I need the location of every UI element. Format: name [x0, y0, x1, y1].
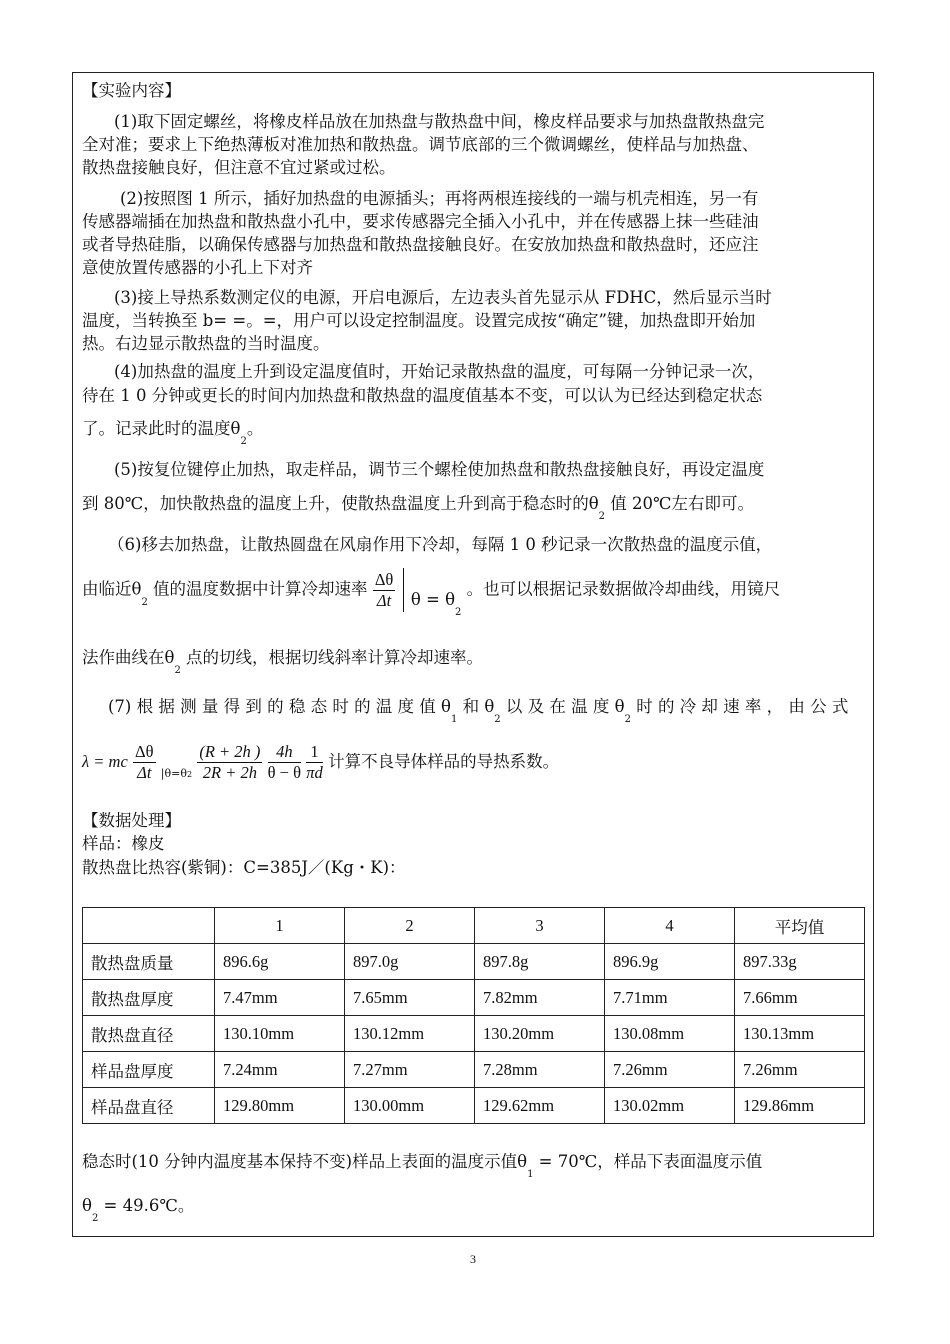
table-row [83, 980, 865, 1016]
step4-line3: 了。记录此时的温度$\theta_2$。 [82, 419, 264, 447]
table-cell: 130.10mm [215, 1016, 345, 1052]
table-cell: 897.33g [735, 944, 865, 980]
table-cell: 130.12mm [345, 1016, 475, 1052]
table-cell: 样品盘直径 [83, 1088, 215, 1124]
table-row [83, 1052, 865, 1088]
step7-line1: (7) 根 据 测 量 得 到 的 稳 态 时 的 温 度 值 $\theta_1$ 和 $\theta_2$ 以 及 在 温 度 $\theta_2$ 时 的 冷 却 速 率 ， 由 公 式 [108, 697, 849, 725]
step2-line1: (2)按照图 1 所示，插好加热盘的电源插头；再将两根连接线的一端与机壳相连，另一有 [120, 189, 759, 208]
table-cell: 7.71mm [605, 980, 735, 1016]
table-cell: 130.08mm [605, 1016, 735, 1052]
table-cell: 130.20mm [475, 1016, 605, 1052]
table-cell: 896.9g [605, 944, 735, 980]
table-cell: 130.00mm [345, 1088, 475, 1124]
step3-line2: 温度，当转换至 b= =。=，用户可以设定控制温度。设置完成按“确定”键，加热盘即开始加 [82, 311, 756, 330]
measurement-table [82, 907, 865, 1124]
cooling-rate-fraction: $\frac{\Delta\theta}{\Delta t}$ [374, 569, 394, 610]
step1-line3: 散热盘接触良好，但注意不宜过紧或过松。 [82, 158, 396, 177]
table-row [83, 1088, 865, 1124]
conductivity-formula: λ = mc $\frac{\Delta\theta}{\Delta t}$ $_{|\theta=\theta 2}$ $\frac{(R + 2h )}{2R + 2h}$ $\frac{4h}{\theta - \theta}$ $\frac{1}{\pi d}$ 计算不良导体样品的导热系数。 [82, 742, 560, 782]
table-header-cell: 1 [215, 908, 345, 944]
step5-line2: 到 80℃，加快散热盘的温度上升，使散热盘温度上升到高于稳态时的$\theta_2$ 值 20℃左右即可。 [82, 494, 754, 522]
step1-line1: (1)取下固定螺丝，将橡皮样品放在加热盘与散热盘中间，橡皮样品要求与加热盘散热盘完 [114, 112, 765, 131]
table-row [83, 944, 865, 980]
step3-line1: (3)接上导热系数测定仪的电源，开启电源后，左边表头首先显示从 FDHC，然后显示当时 [114, 288, 772, 307]
evaluation-bar [403, 568, 404, 612]
sample-label: 样品：橡皮 [82, 834, 165, 853]
table-header-cell: 4 [605, 908, 735, 944]
table-row [83, 1016, 865, 1052]
step6-line3: 法作曲线在$\theta_2$ 点的切线，根据切线斜率计算冷却速率。 [82, 648, 484, 676]
result-line1: 稳态时(10 分钟内温度基本保持不变)样品上表面的温度示值$\theta_1$ = 70℃，样品下表面温度示值 [82, 1152, 763, 1180]
table-header-cell: 平均值 [735, 908, 865, 944]
section-title-content: 【实验内容】 [82, 81, 181, 100]
table-cell: 129.62mm [475, 1088, 605, 1124]
table-cell: 7.47mm [215, 980, 345, 1016]
step2-line2: 传感器端插在加热盘和散热盘小孔中，要求传感器完全插入小孔中，并在传感器上抹一些硅油 [82, 212, 759, 231]
table-header-cell: 3 [475, 908, 605, 944]
table-cell: 130.13mm [735, 1016, 865, 1052]
table-cell: 样品盘厚度 [83, 1052, 215, 1088]
step4-line2: 待在 1 0 分钟或更长的时间内加热盘和散热盘的温度值基本不变，可以认为已经达到稳定状态 [82, 386, 763, 405]
step3-line3: 热。右边显示散热盘的当时温度。 [82, 334, 330, 353]
table-cell: 7.28mm [475, 1052, 605, 1088]
table-cell: 7.26mm [605, 1052, 735, 1088]
table-cell: 897.0g [345, 944, 475, 980]
table-header-cell: 2 [345, 908, 475, 944]
section-title-data: 【数据处理】 [82, 811, 181, 830]
table-header-cell [83, 908, 215, 944]
table-cell: 896.6g [215, 944, 345, 980]
table-cell: 7.65mm [345, 980, 475, 1016]
step6-line1: （6)移去加热盘，让散热圆盘在风扇作用下冷却，每隔 1 0 秒记录一次散热盘的温度示值， [108, 535, 773, 554]
step6-line2: 由临近$\theta_2$ 值的温度数据中计算冷却速率 $\frac{\Delta\theta}{\Delta t}$ $\theta = \theta_2$ 。也可以根据记录数据做冷却曲线，用镜尺 [82, 569, 781, 618]
table-cell: 7.66mm [735, 980, 865, 1016]
step4-line1: (4)加热盘的温度上升到设定温度值时，开始记录散热盘的温度，可每隔一分钟记录一次， [114, 362, 765, 381]
result-line2: $\theta_2$ = 49.6℃。 [82, 1196, 195, 1224]
step2-line4: 意使放置传感器的小孔上下对齐 [82, 258, 313, 277]
table-cell: 7.24mm [215, 1052, 345, 1088]
table-cell: 7.27mm [345, 1052, 475, 1088]
table-cell: 897.8g [475, 944, 605, 980]
step5-line1: (5)按复位键停止加热，取走样品，调节三个螺栓使加热盘和散热盘接触良好，再设定温度 [114, 460, 765, 479]
table-cell: 7.26mm [735, 1052, 865, 1088]
table-cell: 129.80mm [215, 1088, 345, 1124]
heat-capacity-label: 散热盘比热容(紫铜)：C=385J／(Kg・K)： [82, 858, 406, 877]
table-cell: 散热盘质量 [83, 944, 215, 980]
table-cell: 散热盘厚度 [83, 980, 215, 1016]
table-cell: 130.02mm [605, 1088, 735, 1124]
step2-line3: 或者导热硅脂，以确保传感器与加热盘和散热盘接触良好。在安放加热盘和散热盘时，还应注 [82, 235, 759, 254]
table-cell: 7.82mm [475, 980, 605, 1016]
page-number: 3 [470, 1252, 476, 1266]
table-header-row [83, 908, 865, 944]
table-cell: 129.86mm [735, 1088, 865, 1124]
step1-line2: 全对准；要求上下绝热薄板对准加热和散热盘。调节底部的三个微调螺丝，使样品与加热盘、 [82, 135, 759, 154]
table-cell: 散热盘直径 [83, 1016, 215, 1052]
